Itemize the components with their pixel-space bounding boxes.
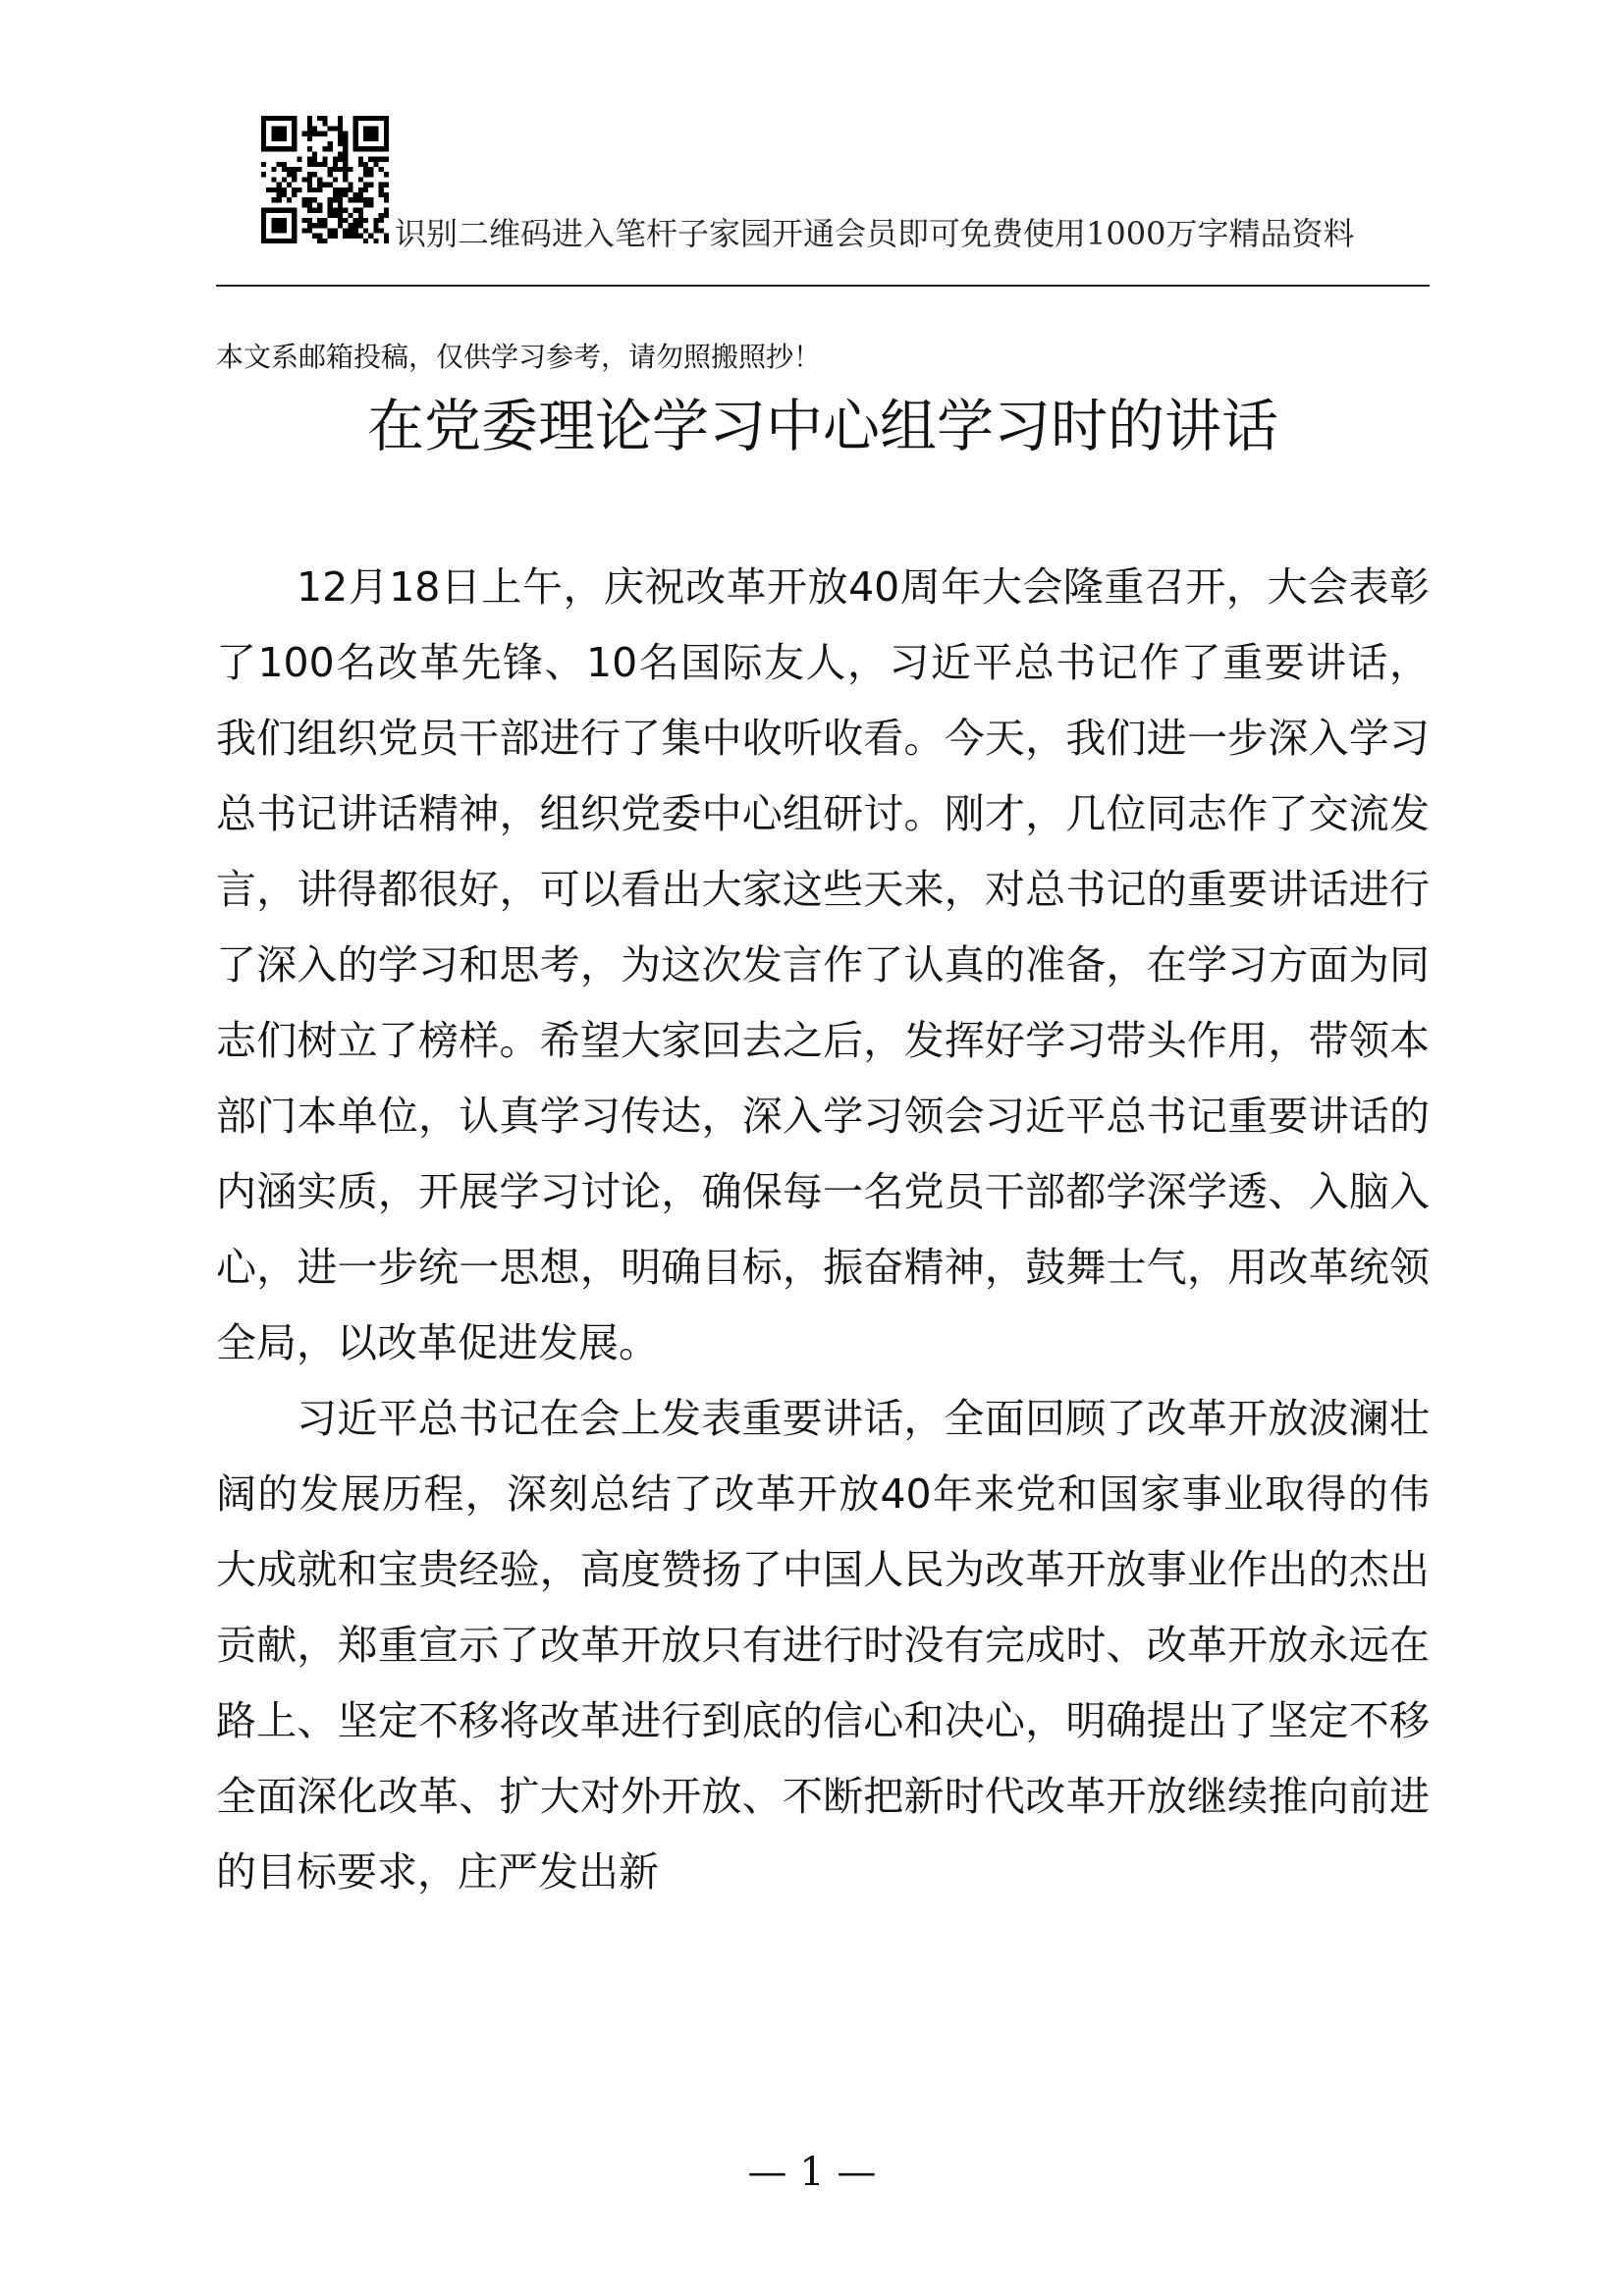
document-title: 在党委理论学习中心组学习时的讲话: [366, 393, 1278, 459]
promo-header-text: 识别二维码进入笔杆子家园开通会员即可免费使用1000万字精品资料: [395, 215, 1355, 252]
header-divider: [216, 285, 1430, 287]
qr-code-graphic: [261, 116, 389, 243]
document-body: [216, 550, 1430, 1910]
qr-code-icon[interactable]: [261, 116, 389, 243]
body-paragraph-2: 习近平总书记在会上发表重要讲话，全面回顾了改革开放波澜壮阔的发展历程，深刻总结了改革开放40年来党和国家事业取得的伟大成就和宝贵经验，高度赞扬了中国人民为改革开放事业作出的杰出贡献，郑重宣示了改革开放只有进行时没有完成时、改革开放永远在路上、坚定不移将改革进行到底的信心和决心，明确提出了坚定不移全面深化改革、扩大对外开放、不断把新时代改革开放继续推向前进的目标要求，庄严发出新: [216, 1395, 1430, 1896]
submission-notice: 本文系邮箱投稿，仅供学习参考，请勿照搬照抄！: [216, 341, 822, 373]
body-paragraph-1: 12月18日上午，庆祝改革开放40周年大会隆重召开，大会表彰了100名改革先锋、10名国际友人，习近平总书记作了重要讲话，我们组织党员干部进行了集中收听收看。今天，我们进一步深入学习总书记讲话精神，组织党委中心组研讨。刚才，几位同志作了交流发言，讲得都很好，可以看出大家这些天来，对总书记的重要讲话进行了深入的学习和思考，为这次发言作了认真的准备，在学习方面为同志们树立了榜样。希望大家回去之后，发挥好学习带头作用，带领本部门本单位，认真学习传达，深入学习领会习近平总书记重要讲话的内涵实质，开展学习讨论，确保每一名党员干部都学深学透、入脑入心，进一步统一思想，明确目标，振奋精神，鼓舞士气，用改革统领全局，以改革促进发展。: [216, 563, 1430, 1366]
page-number: — 1 —: [747, 2150, 877, 2195]
